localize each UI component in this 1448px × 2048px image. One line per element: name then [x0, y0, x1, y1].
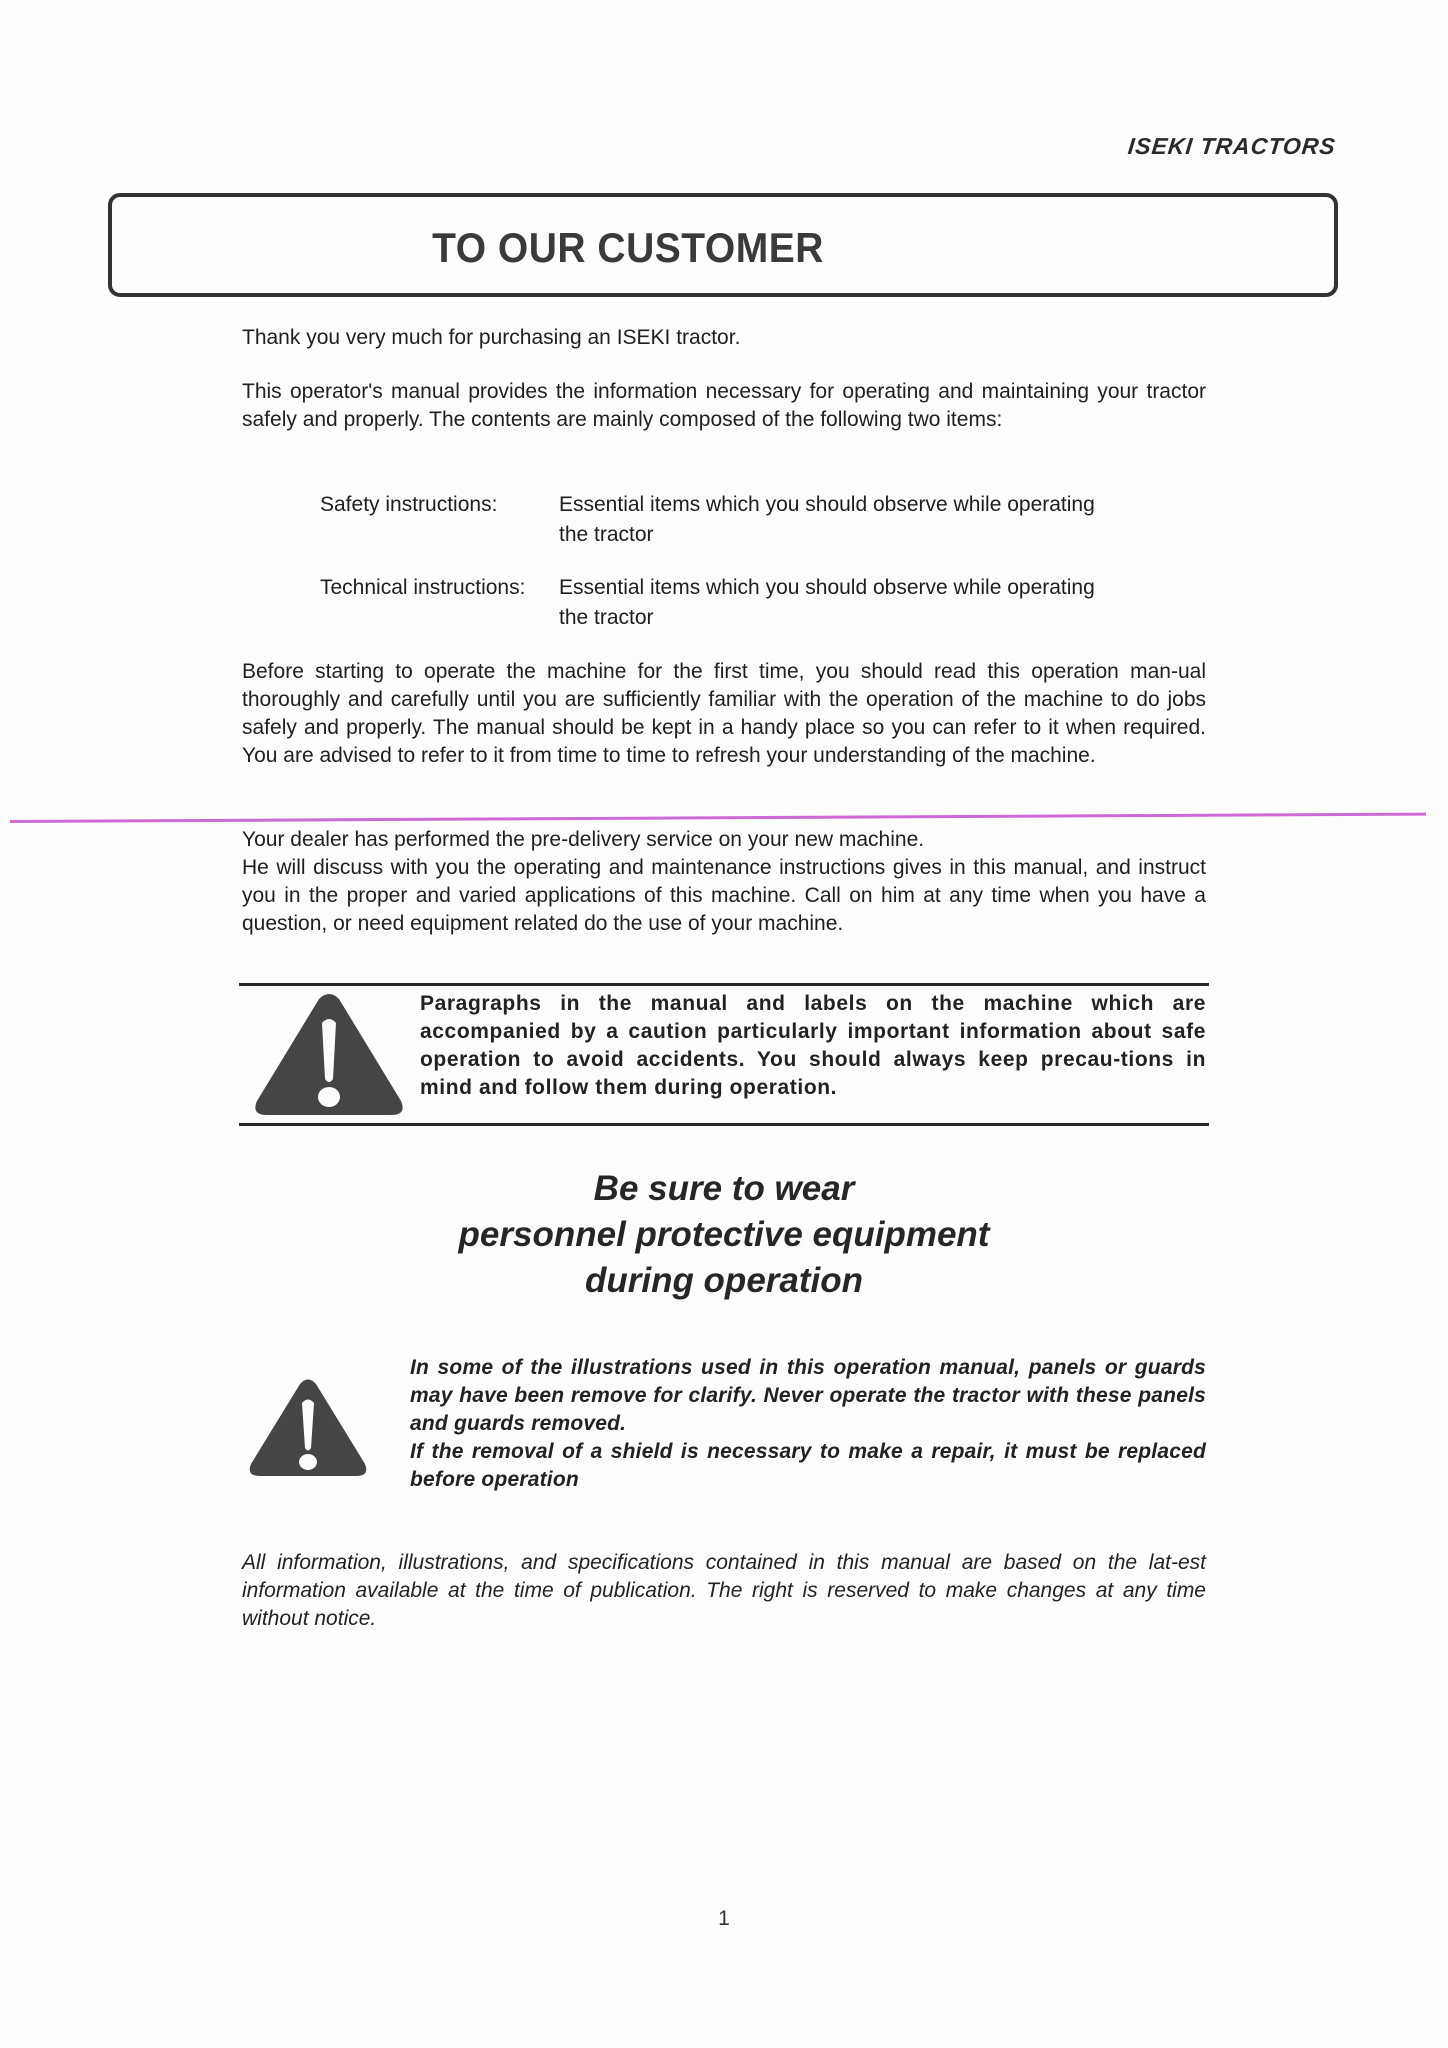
shield-warning-text: If the removal of a shield is necessary to make a repair, it must be replaced before operation: [410, 1440, 1206, 1491]
definition-term: Technical instructions:: [320, 576, 526, 599]
page-number: 1: [718, 1907, 730, 1930]
ppe-heading-line-3: during operation: [584, 1261, 864, 1300]
warning-triangle-icon: [248, 1378, 368, 1478]
overview-section: [242, 378, 1206, 434]
brand-header: ISEKI TRACTORS: [1126, 133, 1338, 159]
ppe-heading-line-2: personnel protective equipment: [458, 1215, 990, 1254]
before-starting-paragraph: Before starting to operate the machine for the first time, you should read this operation man-ual thoroughly and carefully until you are sufficiently familiar with the operation of the machine to do jobs safely and properly. The manual should be kept in a handy place so you can refer to it when required. You are advised to refer to it from time to time to refresh your understanding of the machine.: [242, 660, 1206, 767]
definition-safety: [320, 490, 1100, 550]
guards-warning-block: [410, 1354, 1206, 1494]
caution-text-block: [420, 990, 1206, 1102]
title-box: [108, 193, 1338, 297]
caution-bottom-rule: [239, 1123, 1209, 1126]
definition-technical: [320, 573, 1100, 633]
caution-text: Paragraphs in the manual and labels on the machine which are accompanied by a caution particularly important information about safe operation to avoid accidents. You should always keep precau-tions in mind and follow them during operation.: [420, 992, 1206, 1099]
definition-term: Safety instructions:: [320, 493, 498, 516]
ppe-heading-line-1: Be sure to wear: [593, 1169, 855, 1208]
dealer-section: [242, 826, 1206, 938]
definition-description: Essential items which you should observe while operating the tractor: [559, 493, 1095, 546]
thanks-paragraph: Thank you very much for purchasing an ISEKI tractor.: [242, 326, 741, 349]
before-starting-section: [242, 658, 1206, 770]
overview-paragraph: This operator's manual provides the information necessary for operating and maintaining your tractor safely and properly. The contents are mainly composed of the following two items:: [242, 380, 1206, 431]
disclaimer-section: [242, 1549, 1206, 1633]
page-title: TO OUR CUSTOMER: [432, 225, 824, 272]
definition-description: Essential items which you should observe while operating the tractor: [559, 576, 1095, 629]
dealer-line-1: Your dealer has performed the pre-delivery service on your new machine.: [242, 828, 925, 851]
magenta-marker-line: [10, 813, 1426, 823]
caution-top-rule: [239, 983, 1209, 986]
disclaimer-paragraph: All information, illustrations, and specifications contained in this manual are based on the lat-est information available at the time of publication. The right is reserved to make changes at any time without notice.: [242, 1551, 1206, 1630]
warning-triangle-icon: [253, 993, 405, 1117]
ppe-heading: [0, 1166, 1448, 1304]
guards-warning-text: In some of the illustrations used in this operation manual, panels or guards may have been remove for clarify. Never operate the tractor with these panels and guards removed.: [410, 1356, 1206, 1435]
dealer-paragraph: He will discuss with you the operating and maintenance instructions gives in this manual, and instruct you in the proper and varied applications of this machine. Call on him at any time when you have a question, or need equipment related do the use of your machine.: [242, 856, 1206, 935]
intro-section: [242, 324, 1206, 352]
